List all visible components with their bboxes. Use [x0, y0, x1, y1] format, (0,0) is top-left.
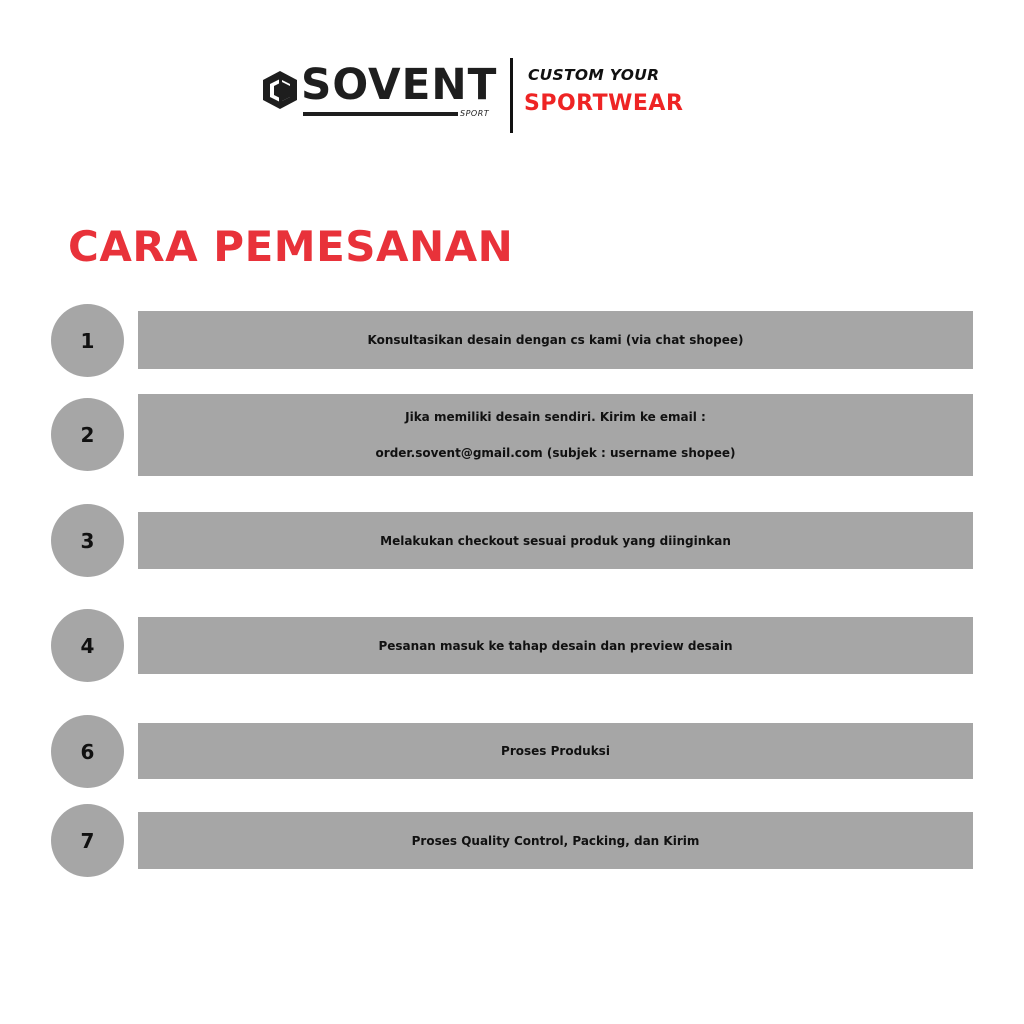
step-bar — [138, 394, 973, 476]
step-text: Konsultasikan desain dengan cs kami (via chat shopee) — [367, 333, 744, 347]
page-title: CARA PEMESANAN — [68, 222, 514, 271]
brand-underline — [303, 112, 458, 116]
step-bar — [138, 311, 973, 369]
step-text-line-1: Jika memiliki desain sendiri. Kirim ke email : — [405, 410, 706, 424]
step-bar — [138, 617, 973, 674]
hexagon-cube-icon — [261, 70, 299, 110]
brand-name: SOVENT — [301, 60, 498, 110]
step-number-badge: 2 — [51, 398, 124, 471]
header-divider — [510, 58, 513, 133]
step-number-badge: 4 — [51, 609, 124, 682]
step-number-badge: 1 — [51, 304, 124, 377]
step-bar — [138, 723, 973, 779]
step-text: Proses Quality Control, Packing, dan Kirim — [411, 833, 700, 848]
step-text: Pesanan masuk ke tahap desain dan preview desain — [378, 638, 733, 653]
step-bar — [138, 812, 973, 869]
step-number-badge: 6 — [51, 715, 124, 788]
step-text: Melakukan checkout sesuai produk yang diinginkan — [380, 533, 731, 548]
step-text-line-2: order.sovent@gmail.com (subjek : username shopee) — [375, 446, 736, 460]
step-number-badge: 3 — [51, 504, 124, 577]
tagline-line-2: SPORTWEAR — [524, 91, 684, 116]
step-number-badge: 7 — [51, 804, 124, 877]
step-bar — [138, 512, 973, 569]
step-text: Proses Produksi — [501, 744, 610, 758]
brand-sub: SPORT — [460, 109, 490, 118]
tagline-line-1: CUSTOM YOUR — [528, 66, 660, 84]
